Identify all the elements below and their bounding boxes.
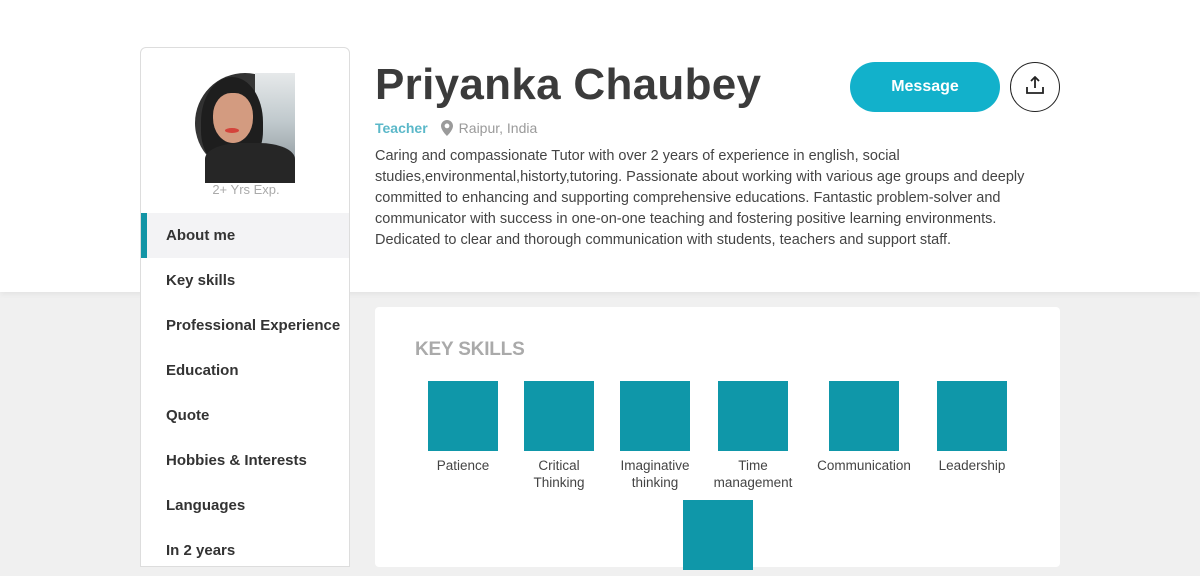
skill-item bbox=[698, 381, 808, 491]
skill-item bbox=[663, 500, 773, 576]
sidebar-item-professional-experience[interactable]: Professional Experience bbox=[166, 317, 341, 334]
profile-role: Teacher bbox=[375, 120, 428, 136]
key-skills-title: KEY SKILLS bbox=[415, 339, 525, 360]
skill-label: Imaginative thinking bbox=[620, 458, 690, 490]
share-button[interactable] bbox=[1010, 62, 1060, 112]
skill-tile bbox=[718, 381, 788, 451]
skill-label: Communication bbox=[817, 458, 911, 473]
skill-label: Critical Thinking bbox=[533, 458, 585, 490]
profile-meta bbox=[375, 120, 537, 136]
skill-item bbox=[504, 381, 614, 491]
sidebar-item-hobbies[interactable]: Hobbies & Interests bbox=[166, 452, 307, 469]
skill-tile bbox=[524, 381, 594, 451]
skill-item bbox=[809, 381, 919, 474]
profile-sidebar bbox=[140, 47, 350, 567]
experience-label: 2+ Yrs Exp. bbox=[212, 182, 280, 197]
profile-bio: Caring and compassionate Tutor with over 2 years of experience in english, social studies,environmental,historty,tutoring. Passionate about working with various age groups and deeply committed to enhancing and supporting comprehensive educations. Fantastic problem-solver and communicator with success in one-on-one teaching and fostering positive learning environments. Dedicated to clear and thorough communication with students, teachers and support staff. bbox=[375, 148, 1025, 248]
location-pin-icon bbox=[441, 120, 453, 136]
skill-label: Patience bbox=[436, 458, 490, 473]
avatar bbox=[195, 73, 295, 173]
skill-label: Time management bbox=[713, 458, 793, 490]
share-upload-icon bbox=[1025, 75, 1045, 100]
sidebar-item-in-2-years[interactable]: In 2 years bbox=[166, 542, 236, 559]
sidebar-nav bbox=[141, 213, 349, 573]
message-button[interactable]: Message bbox=[850, 62, 1000, 112]
skill-item bbox=[600, 381, 710, 491]
skill-tile bbox=[937, 381, 1007, 451]
skill-label: Leadership bbox=[938, 458, 1006, 473]
skill-tile bbox=[829, 381, 899, 451]
profile-name: Priyanka Chaubey bbox=[375, 60, 762, 109]
sidebar-item-languages[interactable]: Languages bbox=[166, 497, 246, 514]
sidebar-item-key-skills[interactable]: Key skills bbox=[166, 272, 236, 289]
sidebar-item-about-me[interactable]: About me bbox=[141, 213, 349, 258]
skill-tile bbox=[428, 381, 498, 451]
skill-item bbox=[408, 381, 518, 474]
skill-item bbox=[917, 381, 1027, 474]
skill-tile bbox=[683, 500, 753, 570]
skill-tile bbox=[620, 381, 690, 451]
profile-location: Raipur, India bbox=[458, 120, 538, 136]
sidebar-item-education[interactable]: Education bbox=[166, 362, 239, 379]
key-skills-card bbox=[375, 307, 1060, 567]
sidebar-item-quote[interactable]: Quote bbox=[166, 407, 210, 424]
